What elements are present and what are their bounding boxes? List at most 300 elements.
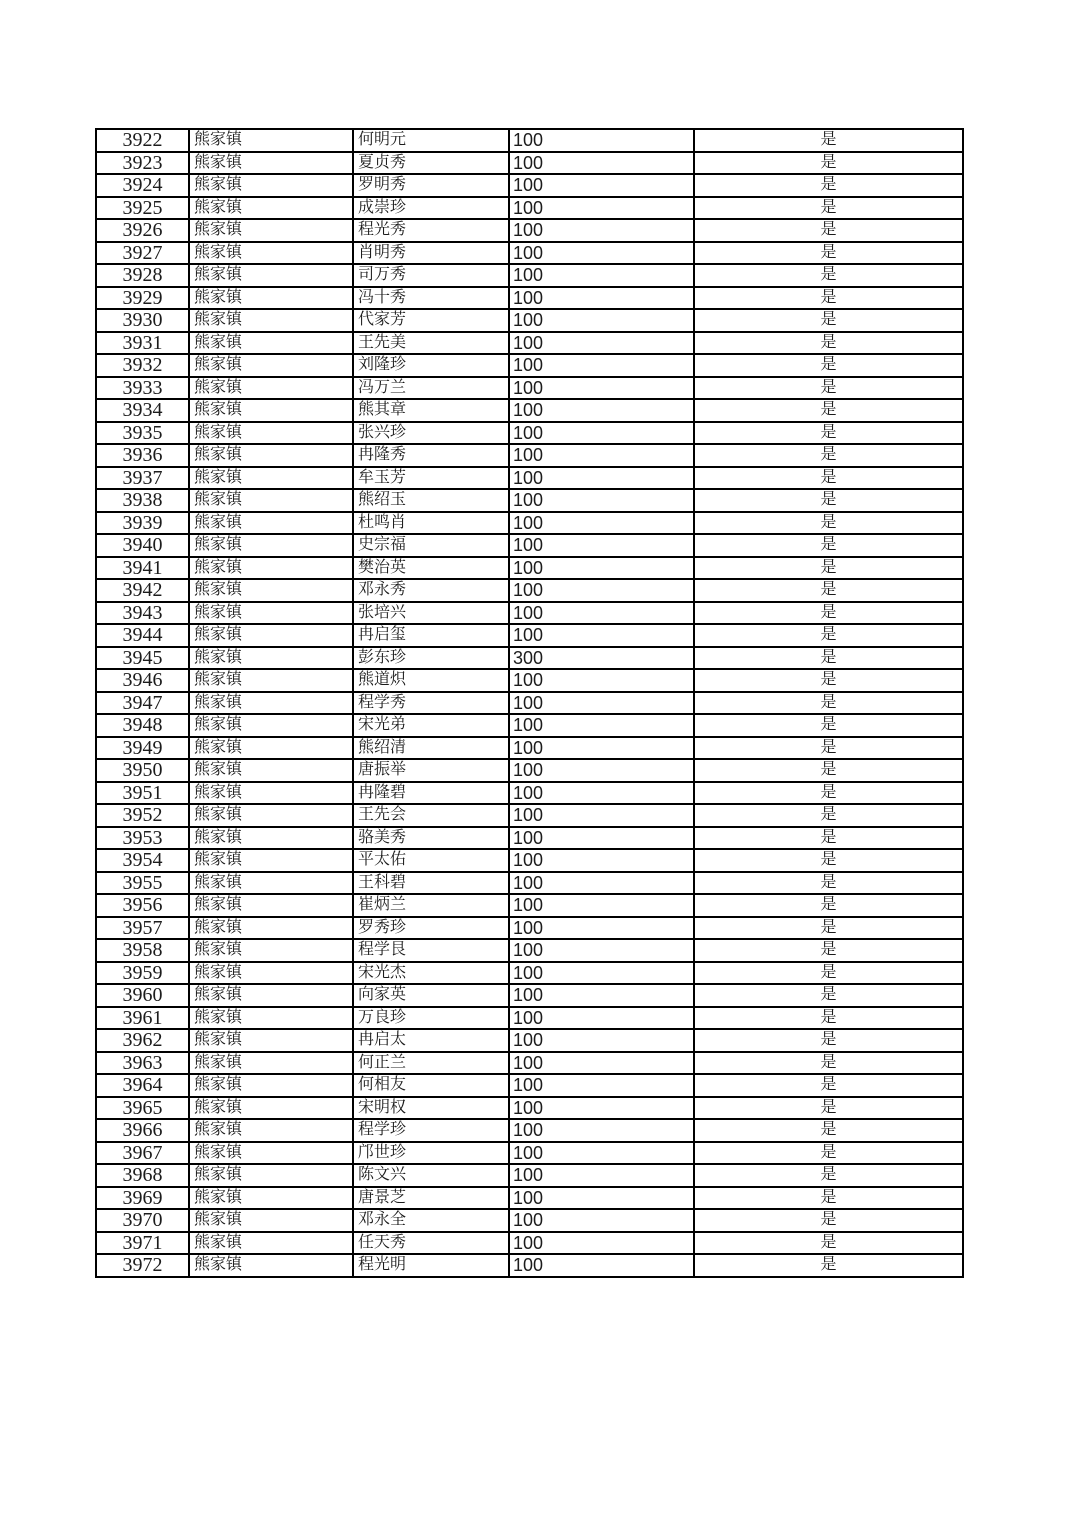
amount-cell: 100 — [509, 197, 694, 220]
table-row — [96, 647, 963, 670]
table-row — [96, 984, 963, 1007]
table-row — [96, 287, 963, 310]
amount-cell: 100 — [509, 1164, 694, 1187]
name-cell: 冉隆碧 — [353, 782, 509, 805]
amount-cell: 100 — [509, 624, 694, 647]
table-row — [96, 782, 963, 805]
town-cell: 熊家镇 — [189, 714, 353, 737]
town-cell: 熊家镇 — [189, 309, 353, 332]
name-cell: 史宗福 — [353, 534, 509, 557]
name-cell: 张兴珍 — [353, 422, 509, 445]
name-cell: 宋光弟 — [353, 714, 509, 737]
flag-cell: 是 — [694, 759, 963, 782]
town-cell: 熊家镇 — [189, 332, 353, 355]
amount-cell: 100 — [509, 782, 694, 805]
amount-cell: 100 — [509, 602, 694, 625]
town-cell: 熊家镇 — [189, 1232, 353, 1255]
table-row — [96, 1232, 963, 1255]
name-cell: 王先美 — [353, 332, 509, 355]
row-number-cell: 3962 — [96, 1029, 189, 1052]
amount-cell: 100 — [509, 129, 694, 152]
flag-cell: 是 — [694, 174, 963, 197]
flag-cell: 是 — [694, 1119, 963, 1142]
name-cell: 张培兴 — [353, 602, 509, 625]
table-row — [96, 1029, 963, 1052]
amount-cell: 100 — [509, 849, 694, 872]
flag-cell: 是 — [694, 669, 963, 692]
row-number-cell: 3954 — [96, 849, 189, 872]
name-cell: 唐振举 — [353, 759, 509, 782]
flag-cell: 是 — [694, 939, 963, 962]
town-cell: 熊家镇 — [189, 984, 353, 1007]
table-body — [96, 129, 963, 1277]
name-cell: 熊其章 — [353, 399, 509, 422]
town-cell: 熊家镇 — [189, 1052, 353, 1075]
table-row — [96, 939, 963, 962]
name-cell: 程光明 — [353, 1254, 509, 1277]
town-cell: 熊家镇 — [189, 287, 353, 310]
row-number-cell: 3922 — [96, 129, 189, 152]
name-cell: 宋光杰 — [353, 962, 509, 985]
flag-cell: 是 — [694, 624, 963, 647]
amount-cell: 100 — [509, 1187, 694, 1210]
flag-cell: 是 — [694, 1029, 963, 1052]
table-row — [96, 737, 963, 760]
name-cell: 樊治英 — [353, 557, 509, 580]
table-row — [96, 512, 963, 535]
amount-cell: 100 — [509, 399, 694, 422]
town-cell: 熊家镇 — [189, 422, 353, 445]
flag-cell: 是 — [694, 579, 963, 602]
town-cell: 熊家镇 — [189, 242, 353, 265]
flag-cell: 是 — [694, 782, 963, 805]
table-row — [96, 827, 963, 850]
amount-cell: 100 — [509, 332, 694, 355]
amount-cell: 100 — [509, 1029, 694, 1052]
flag-cell: 是 — [694, 557, 963, 580]
table-row — [96, 1097, 963, 1120]
row-number-cell: 3966 — [96, 1119, 189, 1142]
flag-cell: 是 — [694, 242, 963, 265]
amount-cell: 100 — [509, 759, 694, 782]
town-cell: 熊家镇 — [189, 579, 353, 602]
flag-cell: 是 — [694, 534, 963, 557]
table-row — [96, 399, 963, 422]
town-cell: 熊家镇 — [189, 467, 353, 490]
flag-cell: 是 — [694, 422, 963, 445]
town-cell: 熊家镇 — [189, 534, 353, 557]
row-number-cell: 3924 — [96, 174, 189, 197]
row-number-cell: 3940 — [96, 534, 189, 557]
row-number-cell: 3938 — [96, 489, 189, 512]
name-cell: 熊绍玉 — [353, 489, 509, 512]
name-cell: 骆美秀 — [353, 827, 509, 850]
town-cell: 熊家镇 — [189, 129, 353, 152]
amount-cell: 100 — [509, 827, 694, 850]
amount-cell: 100 — [509, 737, 694, 760]
table-row — [96, 1052, 963, 1075]
amount-cell: 100 — [509, 714, 694, 737]
flag-cell: 是 — [694, 1254, 963, 1277]
amount-cell: 100 — [509, 557, 694, 580]
name-cell: 彭东珍 — [353, 647, 509, 670]
town-cell: 熊家镇 — [189, 489, 353, 512]
amount-cell: 100 — [509, 467, 694, 490]
row-number-cell: 3923 — [96, 152, 189, 175]
amount-cell: 100 — [509, 1074, 694, 1097]
table-row — [96, 624, 963, 647]
table-row — [96, 1254, 963, 1277]
table-row — [96, 354, 963, 377]
amount-cell: 100 — [509, 534, 694, 557]
amount-cell: 100 — [509, 894, 694, 917]
flag-cell: 是 — [694, 309, 963, 332]
town-cell: 熊家镇 — [189, 219, 353, 242]
row-number-cell: 3961 — [96, 1007, 189, 1030]
row-number-cell: 3950 — [96, 759, 189, 782]
table-row — [96, 1164, 963, 1187]
amount-cell: 100 — [509, 264, 694, 287]
flag-cell: 是 — [694, 1142, 963, 1165]
row-number-cell: 3937 — [96, 467, 189, 490]
table-row — [96, 467, 963, 490]
name-cell: 何正兰 — [353, 1052, 509, 1075]
name-cell: 肖明秀 — [353, 242, 509, 265]
flag-cell: 是 — [694, 354, 963, 377]
row-number-cell: 3942 — [96, 579, 189, 602]
amount-cell: 100 — [509, 377, 694, 400]
row-number-cell: 3959 — [96, 962, 189, 985]
flag-cell: 是 — [694, 489, 963, 512]
town-cell: 熊家镇 — [189, 962, 353, 985]
amount-cell: 100 — [509, 939, 694, 962]
name-cell: 杜鸣肖 — [353, 512, 509, 535]
name-cell: 夏贞秀 — [353, 152, 509, 175]
flag-cell: 是 — [694, 737, 963, 760]
name-cell: 宋明权 — [353, 1097, 509, 1120]
table-row — [96, 242, 963, 265]
table-row — [96, 174, 963, 197]
name-cell: 崔炳兰 — [353, 894, 509, 917]
amount-cell: 100 — [509, 219, 694, 242]
town-cell: 熊家镇 — [189, 737, 353, 760]
flag-cell: 是 — [694, 197, 963, 220]
table-row — [96, 129, 963, 152]
row-number-cell: 3953 — [96, 827, 189, 850]
flag-cell: 是 — [694, 849, 963, 872]
flag-cell: 是 — [694, 219, 963, 242]
amount-cell: 100 — [509, 1119, 694, 1142]
flag-cell: 是 — [694, 1209, 963, 1232]
flag-cell: 是 — [694, 804, 963, 827]
row-number-cell: 3944 — [96, 624, 189, 647]
flag-cell: 是 — [694, 872, 963, 895]
flag-cell: 是 — [694, 444, 963, 467]
name-cell: 成崇珍 — [353, 197, 509, 220]
town-cell: 熊家镇 — [189, 1142, 353, 1165]
row-number-cell: 3952 — [96, 804, 189, 827]
name-cell: 万良珍 — [353, 1007, 509, 1030]
data-table — [95, 128, 964, 1278]
amount-cell: 100 — [509, 1007, 694, 1030]
flag-cell: 是 — [694, 152, 963, 175]
flag-cell: 是 — [694, 332, 963, 355]
name-cell: 熊绍清 — [353, 737, 509, 760]
town-cell: 熊家镇 — [189, 1074, 353, 1097]
row-number-cell: 3929 — [96, 287, 189, 310]
town-cell: 熊家镇 — [189, 692, 353, 715]
flag-cell: 是 — [694, 647, 963, 670]
flag-cell: 是 — [694, 1232, 963, 1255]
table-row — [96, 489, 963, 512]
town-cell: 熊家镇 — [189, 1119, 353, 1142]
flag-cell: 是 — [694, 377, 963, 400]
flag-cell: 是 — [694, 264, 963, 287]
town-cell: 熊家镇 — [189, 1097, 353, 1120]
row-number-cell: 3931 — [96, 332, 189, 355]
table-row — [96, 872, 963, 895]
amount-cell: 100 — [509, 512, 694, 535]
name-cell: 王先会 — [353, 804, 509, 827]
amount-cell: 300 — [509, 647, 694, 670]
row-number-cell: 3956 — [96, 894, 189, 917]
name-cell: 程学艮 — [353, 939, 509, 962]
flag-cell: 是 — [694, 714, 963, 737]
row-number-cell: 3970 — [96, 1209, 189, 1232]
table-row — [96, 1007, 963, 1030]
row-number-cell: 3926 — [96, 219, 189, 242]
name-cell: 司万秀 — [353, 264, 509, 287]
row-number-cell: 3951 — [96, 782, 189, 805]
row-number-cell: 3971 — [96, 1232, 189, 1255]
amount-cell: 100 — [509, 579, 694, 602]
table-row — [96, 219, 963, 242]
row-number-cell: 3928 — [96, 264, 189, 287]
row-number-cell: 3932 — [96, 354, 189, 377]
row-number-cell: 3955 — [96, 872, 189, 895]
amount-cell: 100 — [509, 242, 694, 265]
table-row — [96, 534, 963, 557]
town-cell: 熊家镇 — [189, 1029, 353, 1052]
name-cell: 唐景芝 — [353, 1187, 509, 1210]
table-row — [96, 309, 963, 332]
table-row — [96, 1142, 963, 1165]
row-number-cell: 3972 — [96, 1254, 189, 1277]
table-row — [96, 1119, 963, 1142]
table-row — [96, 669, 963, 692]
town-cell: 熊家镇 — [189, 602, 353, 625]
table-row — [96, 377, 963, 400]
table-row — [96, 692, 963, 715]
table-row — [96, 917, 963, 940]
town-cell: 熊家镇 — [189, 399, 353, 422]
amount-cell: 100 — [509, 174, 694, 197]
row-number-cell: 3941 — [96, 557, 189, 580]
flag-cell: 是 — [694, 1187, 963, 1210]
name-cell: 冉启玺 — [353, 624, 509, 647]
row-number-cell: 3939 — [96, 512, 189, 535]
town-cell: 熊家镇 — [189, 1254, 353, 1277]
table-row — [96, 714, 963, 737]
flag-cell: 是 — [694, 467, 963, 490]
town-cell: 熊家镇 — [189, 197, 353, 220]
row-number-cell: 3958 — [96, 939, 189, 962]
table-row — [96, 759, 963, 782]
town-cell: 熊家镇 — [189, 849, 353, 872]
flag-cell: 是 — [694, 984, 963, 1007]
row-number-cell: 3949 — [96, 737, 189, 760]
row-number-cell: 3946 — [96, 669, 189, 692]
table-row — [96, 894, 963, 917]
name-cell: 代家芳 — [353, 309, 509, 332]
row-number-cell: 3943 — [96, 602, 189, 625]
amount-cell: 100 — [509, 804, 694, 827]
town-cell: 熊家镇 — [189, 377, 353, 400]
flag-cell: 是 — [694, 962, 963, 985]
amount-cell: 100 — [509, 872, 694, 895]
table-sheet — [95, 128, 964, 1278]
name-cell: 程光秀 — [353, 219, 509, 242]
name-cell: 冯十秀 — [353, 287, 509, 310]
row-number-cell: 3947 — [96, 692, 189, 715]
table-row — [96, 849, 963, 872]
amount-cell: 100 — [509, 1254, 694, 1277]
town-cell: 熊家镇 — [189, 917, 353, 940]
table-row — [96, 422, 963, 445]
table-row — [96, 579, 963, 602]
row-number-cell: 3927 — [96, 242, 189, 265]
row-number-cell: 3960 — [96, 984, 189, 1007]
name-cell: 冉隆秀 — [353, 444, 509, 467]
name-cell: 任天秀 — [353, 1232, 509, 1255]
town-cell: 熊家镇 — [189, 354, 353, 377]
town-cell: 熊家镇 — [189, 444, 353, 467]
name-cell: 邓永秀 — [353, 579, 509, 602]
row-number-cell: 3948 — [96, 714, 189, 737]
amount-cell: 100 — [509, 692, 694, 715]
name-cell: 邝世珍 — [353, 1142, 509, 1165]
name-cell: 何明元 — [353, 129, 509, 152]
town-cell: 熊家镇 — [189, 894, 353, 917]
name-cell: 冉启太 — [353, 1029, 509, 1052]
flag-cell: 是 — [694, 399, 963, 422]
table-row — [96, 444, 963, 467]
table-row — [96, 804, 963, 827]
flag-cell: 是 — [694, 287, 963, 310]
name-cell: 牟玉芳 — [353, 467, 509, 490]
flag-cell: 是 — [694, 129, 963, 152]
town-cell: 熊家镇 — [189, 624, 353, 647]
flag-cell: 是 — [694, 512, 963, 535]
town-cell: 熊家镇 — [189, 1209, 353, 1232]
table-row — [96, 602, 963, 625]
table-row — [96, 962, 963, 985]
name-cell: 熊道炽 — [353, 669, 509, 692]
row-number-cell: 3968 — [96, 1164, 189, 1187]
town-cell: 熊家镇 — [189, 872, 353, 895]
flag-cell: 是 — [694, 692, 963, 715]
amount-cell: 100 — [509, 444, 694, 467]
row-number-cell: 3930 — [96, 309, 189, 332]
row-number-cell: 3963 — [96, 1052, 189, 1075]
town-cell: 熊家镇 — [189, 827, 353, 850]
row-number-cell: 3925 — [96, 197, 189, 220]
town-cell: 熊家镇 — [189, 1187, 353, 1210]
row-number-cell: 3967 — [96, 1142, 189, 1165]
amount-cell: 100 — [509, 984, 694, 1007]
town-cell: 熊家镇 — [189, 647, 353, 670]
row-number-cell: 3936 — [96, 444, 189, 467]
row-number-cell: 3935 — [96, 422, 189, 445]
amount-cell: 100 — [509, 1142, 694, 1165]
table-row — [96, 152, 963, 175]
name-cell: 邓永全 — [353, 1209, 509, 1232]
row-number-cell: 3965 — [96, 1097, 189, 1120]
table-row — [96, 197, 963, 220]
name-cell: 罗秀珍 — [353, 917, 509, 940]
table-row — [96, 1074, 963, 1097]
amount-cell: 100 — [509, 669, 694, 692]
table-row — [96, 264, 963, 287]
flag-cell: 是 — [694, 894, 963, 917]
amount-cell: 100 — [509, 309, 694, 332]
flag-cell: 是 — [694, 1164, 963, 1187]
name-cell: 罗明秀 — [353, 174, 509, 197]
flag-cell: 是 — [694, 827, 963, 850]
name-cell: 程学秀 — [353, 692, 509, 715]
amount-cell: 100 — [509, 1209, 694, 1232]
row-number-cell: 3934 — [96, 399, 189, 422]
amount-cell: 100 — [509, 489, 694, 512]
name-cell: 刘隆珍 — [353, 354, 509, 377]
flag-cell: 是 — [694, 1074, 963, 1097]
row-number-cell: 3969 — [96, 1187, 189, 1210]
amount-cell: 100 — [509, 1052, 694, 1075]
town-cell: 熊家镇 — [189, 512, 353, 535]
amount-cell: 100 — [509, 1232, 694, 1255]
table-row — [96, 1187, 963, 1210]
amount-cell: 100 — [509, 152, 694, 175]
town-cell: 熊家镇 — [189, 759, 353, 782]
name-cell: 何相友 — [353, 1074, 509, 1097]
flag-cell: 是 — [694, 1097, 963, 1120]
town-cell: 熊家镇 — [189, 939, 353, 962]
table-row — [96, 557, 963, 580]
name-cell: 陈文兴 — [353, 1164, 509, 1187]
town-cell: 熊家镇 — [189, 264, 353, 287]
town-cell: 熊家镇 — [189, 804, 353, 827]
amount-cell: 100 — [509, 422, 694, 445]
name-cell: 王科碧 — [353, 872, 509, 895]
town-cell: 熊家镇 — [189, 1007, 353, 1030]
town-cell: 熊家镇 — [189, 669, 353, 692]
name-cell: 冯万兰 — [353, 377, 509, 400]
amount-cell: 100 — [509, 962, 694, 985]
town-cell: 熊家镇 — [189, 557, 353, 580]
town-cell: 熊家镇 — [189, 152, 353, 175]
row-number-cell: 3964 — [96, 1074, 189, 1097]
flag-cell: 是 — [694, 1052, 963, 1075]
flag-cell: 是 — [694, 1007, 963, 1030]
row-number-cell: 3945 — [96, 647, 189, 670]
amount-cell: 100 — [509, 287, 694, 310]
name-cell: 平太佑 — [353, 849, 509, 872]
name-cell: 向家英 — [353, 984, 509, 1007]
row-number-cell: 3957 — [96, 917, 189, 940]
row-number-cell: 3933 — [96, 377, 189, 400]
town-cell: 熊家镇 — [189, 1164, 353, 1187]
flag-cell: 是 — [694, 602, 963, 625]
